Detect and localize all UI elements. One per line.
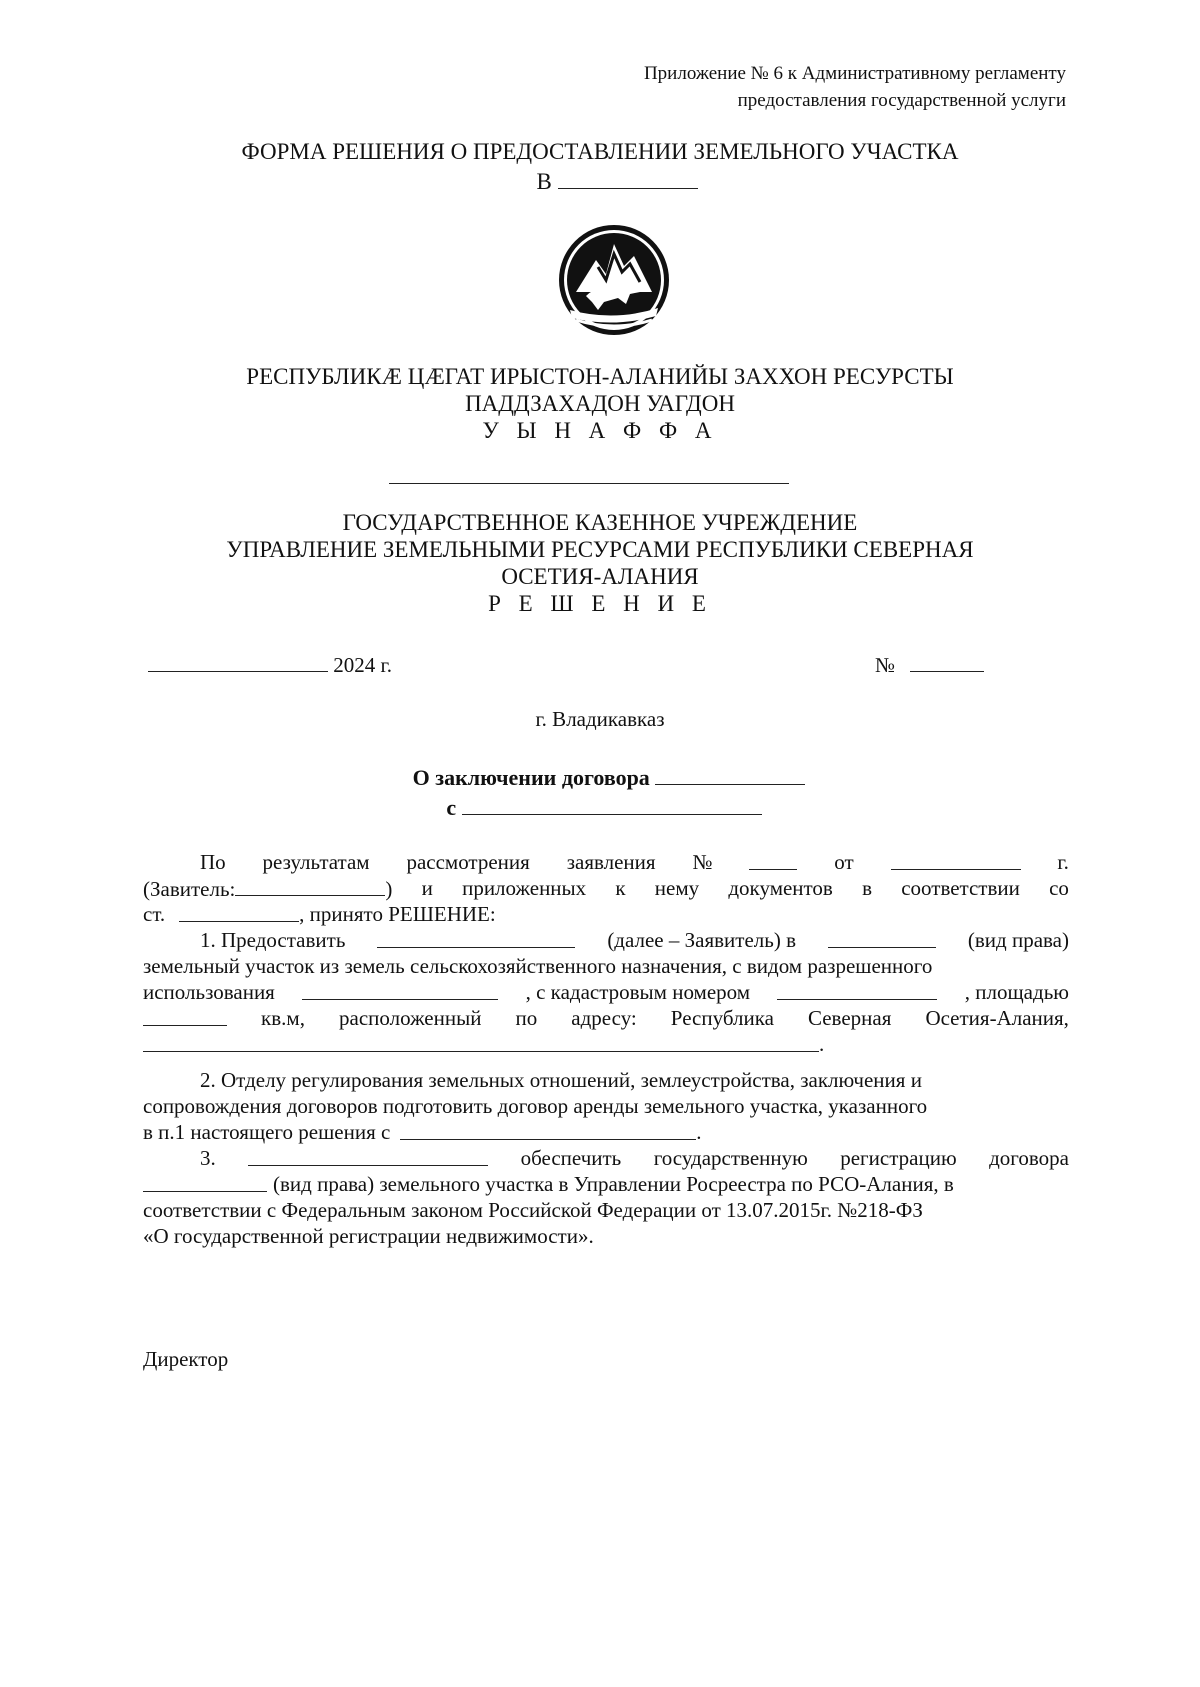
word: ) [385, 877, 393, 901]
application-number-blank [749, 849, 797, 870]
word: регистрацию [840, 1146, 957, 1170]
word: По [200, 850, 226, 874]
form-title-line-2: В [536, 169, 552, 194]
signature-title: Директор [143, 1347, 229, 1371]
applicant-blank [235, 875, 385, 896]
word: (Завитель: [143, 877, 236, 901]
decision-number [875, 651, 984, 678]
item-1 [143, 927, 1069, 953]
word: нему [654, 876, 700, 900]
word: . [819, 1032, 825, 1056]
party-blank [462, 794, 762, 815]
org-russian-line-1: ГОСУДАРСТВЕННОЕ КАЗЕННОЕ УЧРЕЖДЕНИЕ [342, 510, 858, 535]
appendix-note [644, 60, 1066, 114]
number-label: № [875, 653, 896, 677]
appendix-line-2: предоставления государственной услуги [737, 90, 1066, 111]
word: документов [728, 876, 833, 900]
org-ossetian-line-2: ПАДДЗАХАДОН УАГДОН [465, 391, 735, 416]
word: к [615, 876, 626, 900]
decision-heading: Р Е Ш Е Н И Е [488, 591, 712, 616]
word: . [696, 1120, 702, 1144]
word: Республика [670, 1006, 774, 1030]
appendix-line-1: Приложение № 6 к Административному регламенту [643, 63, 1066, 84]
org-russian-line-3: ОСЕТИЯ-АЛАНИЯ [501, 564, 699, 589]
item-2: 2. Отделу регулирования земельных отношений, землеустройства, заключения и [200, 1068, 922, 1092]
word: договора [989, 1146, 1069, 1170]
word: , площадью [964, 980, 1069, 1004]
word: обеспечить [520, 1146, 622, 1170]
word: № [692, 850, 713, 874]
org-name-russian [0, 509, 1200, 617]
decision-date [148, 651, 392, 678]
header-divider [389, 483, 789, 484]
coat-of-arms-emblem [556, 222, 672, 338]
date-blank [148, 651, 328, 672]
word: приложенных [462, 876, 587, 900]
word: в [862, 876, 872, 900]
word: по [515, 1006, 538, 1030]
right-type-blank [828, 927, 936, 948]
word: адресу: [571, 1006, 637, 1030]
item-3-line-4: «О государственной регистрации недвижимости». [143, 1224, 594, 1248]
word: результатам [262, 850, 370, 874]
word: рассмотрения [406, 850, 530, 874]
subject-line-2: с [446, 795, 457, 820]
word: (далее – Заявитель) в [607, 928, 796, 952]
word: соответствии [901, 876, 1020, 900]
word: от [834, 850, 854, 874]
responsible-party-blank [248, 1145, 488, 1166]
form-title [0, 137, 1200, 197]
date-year: 2024 г. [333, 653, 392, 677]
org-ossetian-line-3: У Ы Н А Ф Ф А [482, 418, 718, 443]
article-blank [179, 901, 299, 922]
word: ст. [143, 902, 166, 926]
city: г. Владикавказ [535, 707, 665, 731]
item-3-line-2: (вид права) земельного участка в Управлении Росреестра по РСО-Алания, в [273, 1172, 954, 1196]
word: государственную [653, 1146, 808, 1170]
word: со [1049, 876, 1069, 900]
area-blank [143, 1005, 227, 1026]
word: и [421, 876, 433, 900]
word: Осетия-Алания, [925, 1006, 1069, 1030]
word: , принято РЕШЕНИЕ: [299, 902, 496, 926]
word: г. [1057, 850, 1069, 874]
org-russian-line-2: УПРАВЛЕНИЕ ЗЕМЕЛЬНЫМИ РЕСУРСАМИ РЕСПУБЛИКИ СЕВЕРНАЯ [226, 537, 974, 562]
word: заявления [566, 850, 656, 874]
form-title-line-1: ФОРМА РЕШЕНИЯ О ПРЕДОСТАВЛЕНИИ ЗЕМЕЛЬНОГО УЧАСТКА [241, 139, 959, 164]
word: Северная [807, 1006, 892, 1030]
word: , с кадастровым номером [525, 980, 751, 1004]
item-3 [143, 1145, 1069, 1171]
land-use-blank [302, 979, 498, 1000]
address-blank [143, 1031, 819, 1052]
word: (вид права) [967, 928, 1069, 952]
cadastral-number-blank [777, 979, 937, 1000]
org-ossetian-line-1: РЕСПУБЛИКӔ ЦӔГАТ ИРЫСТОН-АЛАНИЙЫ ЗАХХОН РЕСУРСТЫ [246, 364, 954, 389]
word: в п.1 настоящего решения с [143, 1120, 391, 1144]
org-name-ossetian [0, 363, 1200, 444]
word: 1. Предоставить [200, 928, 346, 952]
decision-subject [0, 763, 1200, 823]
word: кв.м, [261, 1006, 305, 1030]
item-2-line-2: сопровождения договоров подготовить договор аренды земельного участка, указанного [143, 1094, 928, 1118]
grantee-blank [377, 927, 575, 948]
word: 3. [200, 1146, 216, 1170]
item-3-line-3: соответствии с Федеральным законом Российской Федерации от 13.07.2015г. №218-ФЗ [143, 1198, 923, 1222]
subject-line-1: О заключении договора [412, 765, 650, 790]
application-date-blank [891, 849, 1021, 870]
contract-party-blank [400, 1119, 696, 1140]
recipient-blank [558, 168, 698, 189]
word: использования [143, 980, 275, 1004]
contract-blank [655, 764, 805, 785]
paragraph-intro [143, 849, 1069, 1249]
item-1-line-2: земельный участок из земель сельскохозяйственного назначения, с видом разрешенного [143, 954, 933, 978]
right-type-blank-2 [143, 1171, 267, 1192]
number-blank [910, 651, 984, 672]
word: расположенный [339, 1006, 482, 1030]
